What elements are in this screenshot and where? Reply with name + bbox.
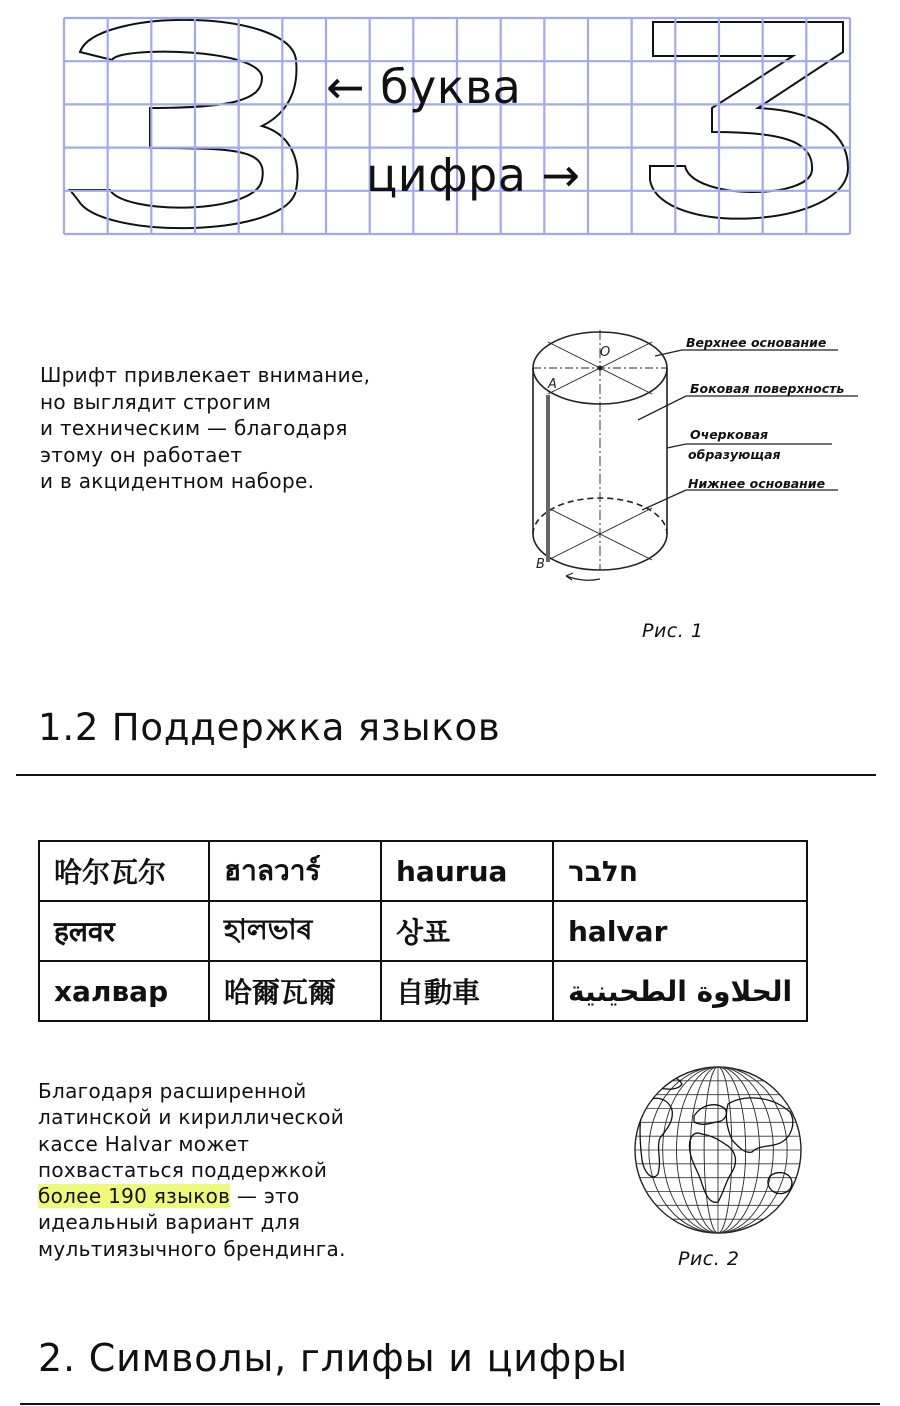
letter-label: ← буква: [326, 60, 522, 114]
point-o-label: O: [600, 345, 611, 360]
intro-line: и техническим — благодаря: [40, 416, 348, 440]
paragraph-line: похвастаться поддержкой: [38, 1157, 328, 1182]
paragraph-line-rest: — это: [230, 1184, 300, 1209]
figure-2-caption: Рис. 2: [678, 1248, 740, 1270]
point-b-label: B: [536, 557, 545, 572]
big-digit-outline: [650, 22, 848, 219]
table-cell: ฮาลวาร์: [209, 841, 381, 901]
label-side-surface: Боковая поверхность: [690, 381, 845, 396]
cylinder-figure: [520, 320, 880, 590]
table-cell: халвар: [39, 961, 209, 1021]
table-cell: חלבר: [553, 841, 807, 901]
globe-figure: [632, 1064, 804, 1236]
section-title-symbols: 2. Символы, глифы и цифры: [38, 1336, 628, 1380]
intro-line: этому он работает: [40, 442, 243, 467]
language-support-paragraph: [38, 1078, 458, 1262]
table-cell: الحلاوة الطحينية: [553, 961, 807, 1021]
table-cell: 自動車: [381, 961, 553, 1021]
paragraph-line: [38, 1183, 458, 1209]
big-letter-outline: [70, 20, 298, 228]
intro-line: но выглядит строгим: [40, 389, 272, 414]
table-row: [39, 961, 807, 1021]
paragraph-line: идеальный вариант для: [38, 1210, 301, 1235]
table-cell: haurua: [381, 841, 553, 901]
intro-paragraph: [40, 362, 470, 495]
table-cell: हलवर: [39, 901, 209, 961]
table-cell: halvar: [553, 901, 807, 961]
figure-1-caption: Рис. 1: [642, 620, 704, 642]
label-generatrix-2: образующая: [688, 447, 781, 462]
hero-illustration: [0, 0, 900, 250]
paragraph-line: латинской и кириллической: [38, 1105, 345, 1130]
highlighted-language-count: более 190 языков: [38, 1184, 231, 1209]
section-divider: [20, 1403, 880, 1405]
table-cell: 哈尔瓦尔: [39, 841, 209, 901]
intro-line: Шрифт привлекает внимание,: [40, 363, 371, 387]
label-top-base: Верхнее основание: [686, 335, 827, 350]
table-cell: 상표: [381, 901, 553, 961]
intro-line: и в акцидентном наборе.: [40, 469, 315, 493]
table-row: [39, 841, 807, 901]
table-row: [39, 901, 807, 961]
paragraph-line: мультиязычного брендинга.: [38, 1236, 346, 1261]
table-cell: হালভাৰ: [209, 901, 381, 961]
section-divider: [16, 774, 876, 776]
language-samples-table: [38, 840, 808, 1022]
paragraph-line: Благодаря расширенной: [38, 1079, 307, 1103]
paragraph-line: кассе Halvar может: [38, 1131, 250, 1156]
label-generatrix-1: Очерковая: [690, 427, 769, 442]
label-bottom-base: Нижнее основание: [688, 476, 826, 491]
section-title-languages: 1.2 Поддержка языков: [38, 706, 501, 749]
point-a-label: A: [548, 377, 557, 392]
digit-label: цифра →: [366, 148, 581, 202]
table-cell: 哈爾瓦爾: [209, 961, 381, 1021]
